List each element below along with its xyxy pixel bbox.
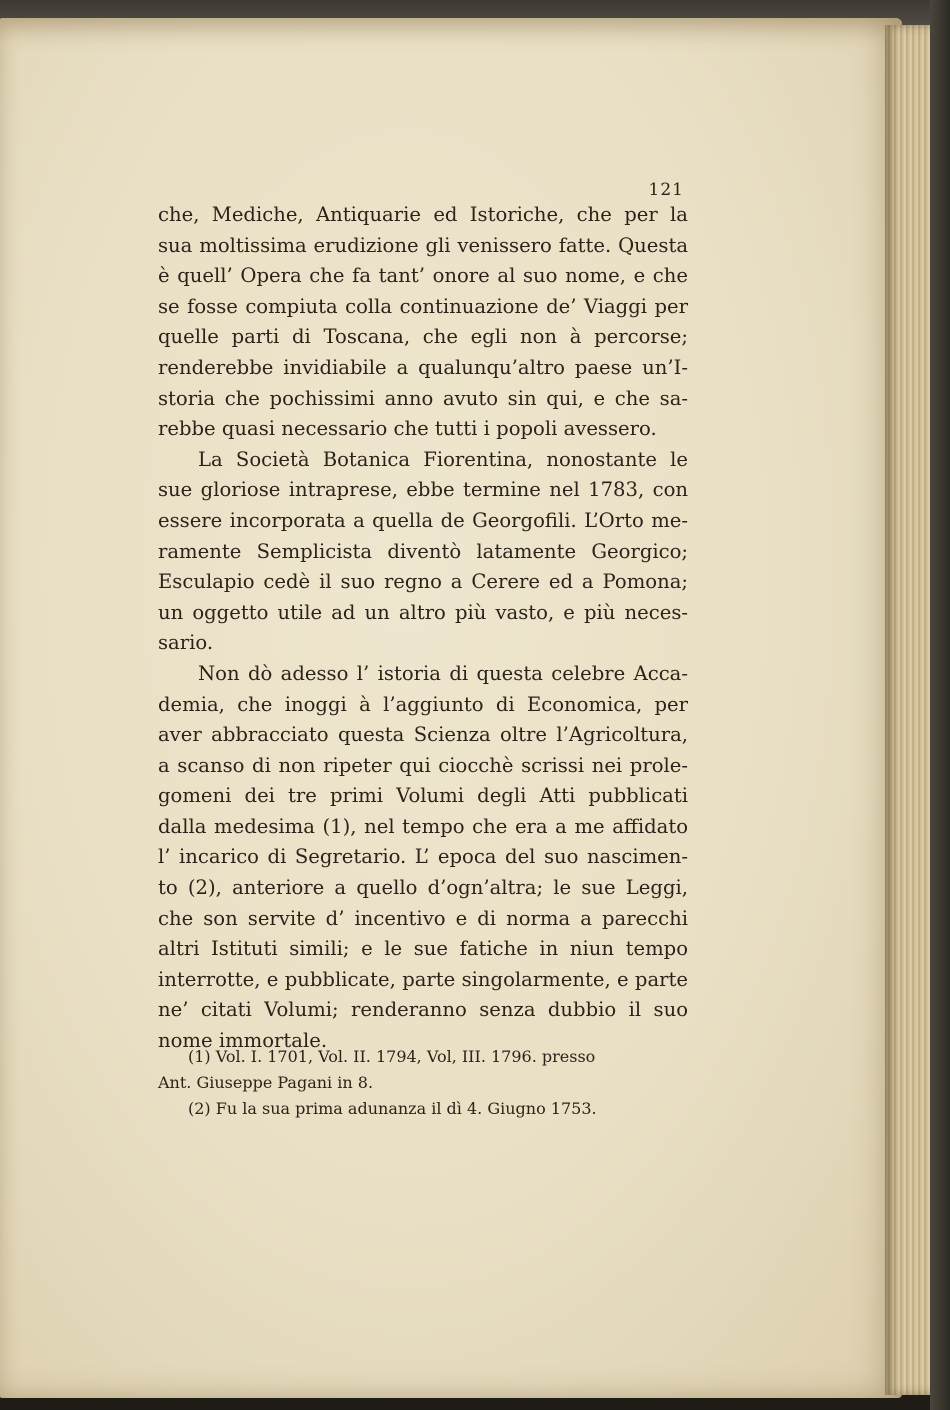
text-line: rebbe quasi necessario che tutti i popoli avessero. bbox=[158, 417, 657, 441]
text-line: nome immortale. bbox=[158, 1029, 328, 1053]
text-line: un oggetto utile ad un altro più vasto, e più neces- bbox=[158, 600, 688, 624]
text-line: se fosse compiuta colla continuazione de’ Viaggi per bbox=[158, 294, 688, 318]
footnote-line: Ant. Giuseppe Pagani in 8. bbox=[158, 1073, 374, 1092]
text-line: sua moltissima erudizione gli venissero fatte. Questa bbox=[158, 233, 688, 257]
page-number: 121 bbox=[648, 180, 684, 200]
text-line: aver abbracciato questa Scienza oltre l’Agricoltura, bbox=[158, 723, 688, 747]
text-line: storia che pochissimi anno avuto sin qui, e che sa- bbox=[158, 386, 688, 410]
text-line: dalla medesima (1), nel tempo che era a me affidato bbox=[158, 814, 688, 838]
text-line: interrotte, e pubblicate, parte singolarmente, e parte bbox=[158, 967, 688, 991]
text-line: essere incorporata a quella de Georgofili. L’Orto me- bbox=[158, 508, 688, 532]
text-line: gomeni dei tre primi Volumi degli Atti pubblicati bbox=[158, 784, 688, 808]
text-line: Non dò adesso l’ istoria di questa celebre Acca- bbox=[198, 661, 688, 685]
page-body bbox=[158, 180, 688, 1057]
text-line: sue gloriose intraprese, ebbe termine nel 1783, con bbox=[158, 478, 688, 502]
text-line: altri Istituti simili; e le sue fatiche in niun tempo bbox=[158, 937, 688, 961]
paragraph bbox=[158, 200, 688, 445]
text-line: Esculapio cedè il suo regno a Cerere ed a Pomona; bbox=[158, 570, 688, 594]
text-line: a scanso di non ripeter qui ciocchè scrissi nei prole- bbox=[158, 753, 688, 777]
footnotes bbox=[158, 1044, 688, 1122]
text-line: ramente Semplicista diventò latamente Georgico; bbox=[158, 539, 688, 563]
text-line: che, Mediche, Antiquarie ed Istoriche, che per la bbox=[158, 203, 688, 226]
text-line: l’ incarico di Segretario. L’ epoca del suo nascimen- bbox=[158, 845, 688, 869]
footnote-line: (1) Vol. I. 1701, Vol. II. 1794, Vol, III. 1796. presso bbox=[188, 1047, 596, 1066]
text-line: to (2), anteriore a quello d’ogn’altra; le sue Leggi, bbox=[158, 876, 688, 900]
footnote-line: (2) Fu la sua prima adunanza il dì 4. Giugno 1753. bbox=[188, 1099, 597, 1118]
paragraph bbox=[158, 659, 688, 1057]
text-line: è quell’ Opera che fa tant’ onore al suo nome, e che bbox=[158, 264, 688, 288]
paragraphs bbox=[158, 200, 688, 1057]
text-line: renderebbe invidiabile a qualunqu’altro paese un’I- bbox=[158, 355, 688, 379]
text-line: quelle parti di Toscana, che egli non à percorse; bbox=[158, 325, 688, 349]
text-line: ne’ citati Volumi; renderanno senza dubbio il suo bbox=[158, 998, 688, 1022]
text-line: La Società Botanica Fiorentina, nonostante le bbox=[198, 447, 688, 471]
paragraph bbox=[158, 445, 688, 659]
text-line: sario. bbox=[158, 631, 214, 655]
book-cover-right bbox=[930, 0, 950, 1410]
text-line: demia, che inoggi à l’aggiunto di Economica, per bbox=[158, 692, 688, 716]
text-line: che son servite d’ incentivo e di norma a parecchi bbox=[158, 906, 688, 930]
